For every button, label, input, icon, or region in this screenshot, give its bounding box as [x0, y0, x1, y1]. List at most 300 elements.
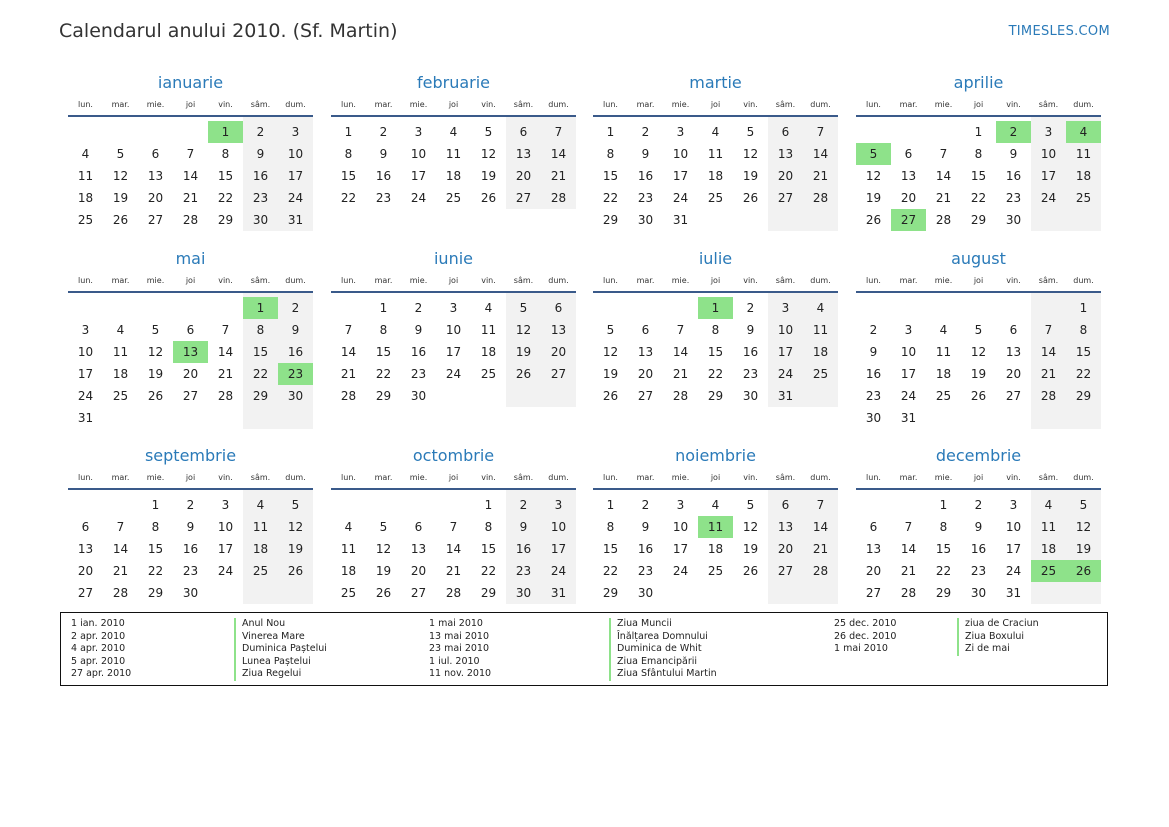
day-cell: 16 [410, 345, 427, 359]
day-cell: 4 [344, 520, 353, 534]
day-cell: 3 [676, 125, 685, 139]
day-cell: 11 [445, 147, 462, 161]
weekday-label: mar. [636, 276, 655, 285]
day-cell: 11 [707, 147, 724, 161]
day-cell: 9 [869, 345, 878, 359]
weekday-label: lun. [866, 100, 881, 109]
legend-date: 5 apr. 2010 [71, 655, 126, 667]
holiday-day-cell: 5 [856, 143, 891, 165]
weekday-label: dum. [810, 473, 831, 482]
day-cell: 16 [1005, 169, 1022, 183]
day-cell: 20 [410, 564, 427, 578]
day-cell: 24 [410, 191, 427, 205]
weekday-label: mie. [146, 473, 165, 482]
day-cell: 28 [672, 389, 689, 403]
day-cell: 11 [252, 520, 269, 534]
day-cell: 19 [375, 564, 392, 578]
day-cell: 24 [1005, 564, 1022, 578]
day-cell: 25 [480, 367, 497, 381]
day-cell: 17 [1005, 542, 1022, 556]
weekday-label: dum. [548, 473, 569, 482]
holiday-day-cell: 11 [698, 516, 733, 538]
weekday-label: lun. [866, 276, 881, 285]
day-cell: 18 [340, 564, 357, 578]
day-cell: 21 [900, 564, 917, 578]
weekday-label: sâm. [513, 473, 534, 482]
day-cell: 29 [480, 586, 497, 600]
day-cell: 10 [900, 345, 917, 359]
legend-date: 4 apr. 2010 [71, 643, 126, 655]
day-cell: 26 [287, 564, 304, 578]
day-cell: 18 [1040, 542, 1057, 556]
weekday-label: lun. [603, 276, 618, 285]
legend-holiday-name: Lunea Paștelui [234, 656, 327, 669]
day-cell: 11 [935, 345, 952, 359]
day-cell: 23 [865, 389, 882, 403]
weekday-label: joi [973, 473, 984, 482]
weekday-label: dum. [1073, 276, 1094, 285]
day-cell: 15 [375, 345, 392, 359]
day-cell: 25 [252, 564, 269, 578]
day-cell: 8 [711, 323, 720, 337]
weekday-label: joi [710, 473, 721, 482]
day-cell: 3 [904, 323, 913, 337]
day-cell: 2 [256, 125, 265, 139]
day-cell: 20 [900, 191, 917, 205]
day-cell: 11 [340, 542, 357, 556]
legend-date: 1 ian. 2010 [71, 618, 125, 629]
day-cell: 7 [554, 125, 563, 139]
day-cell: 10 [410, 147, 427, 161]
day-cell: 25 [77, 213, 94, 227]
header-rule [68, 488, 313, 490]
day-cell: 5 [379, 520, 388, 534]
weekday-label: vin. [743, 100, 758, 109]
day-cell: 2 [869, 323, 878, 337]
day-cell: 10 [217, 520, 234, 534]
day-cell: 21 [672, 367, 689, 381]
day-cell: 18 [445, 169, 462, 183]
day-cell: 9 [379, 147, 388, 161]
day-cell: 27 [777, 564, 794, 578]
day-cell: 14 [812, 520, 829, 534]
month-name: octombrie [412, 446, 495, 465]
day-cell: 1 [974, 125, 983, 139]
day-cell: 15 [217, 169, 234, 183]
weekday-label: sâm. [775, 100, 796, 109]
day-cell: 13 [147, 169, 164, 183]
day-cell: 3 [81, 323, 90, 337]
day-cell: 8 [606, 147, 615, 161]
day-cell: 16 [182, 542, 199, 556]
day-cell: 9 [974, 520, 983, 534]
weekday-label: sâm. [1038, 100, 1059, 109]
weekday-label: mie. [671, 473, 690, 482]
day-cell: 4 [711, 498, 720, 512]
day-cell: 12 [970, 345, 987, 359]
holiday-day-cell: 4 [1066, 121, 1101, 143]
legend-holiday-name: Ziua Sfântului Martin [609, 668, 717, 681]
day-cell: 2 [641, 498, 650, 512]
day-cell: 5 [519, 301, 528, 315]
header-rule [331, 488, 576, 490]
day-cell: 21 [1040, 367, 1057, 381]
header-rule [331, 291, 576, 293]
day-cell: 28 [112, 586, 129, 600]
site-link[interactable]: TIMESLES.COM [1008, 24, 1110, 39]
day-cell: 17 [777, 345, 794, 359]
legend-date: 27 apr. 2010 [71, 668, 132, 680]
day-cell: 26 [970, 389, 987, 403]
day-cell: 19 [742, 169, 759, 183]
day-cell: 13 [1005, 345, 1022, 359]
weekday-label: mie. [671, 100, 690, 109]
day-cell: 9 [746, 323, 755, 337]
day-cell: 30 [252, 213, 269, 227]
day-cell: 22 [252, 367, 269, 381]
day-cell: 29 [935, 586, 952, 600]
day-cell: 8 [221, 147, 230, 161]
day-cell: 3 [554, 498, 563, 512]
weekday-label: dum. [548, 276, 569, 285]
day-cell: 23 [375, 191, 392, 205]
day-cell: 24 [77, 389, 94, 403]
day-cell: 20 [515, 169, 532, 183]
day-cell: 8 [1079, 323, 1088, 337]
day-cell: 24 [1040, 191, 1057, 205]
day-cell: 5 [291, 498, 300, 512]
weekday-label: lun. [341, 473, 356, 482]
day-cell: 22 [340, 191, 357, 205]
day-cell: 24 [672, 564, 689, 578]
day-cell: 16 [637, 542, 654, 556]
legend-date: 25 dec. 2010 [834, 618, 897, 629]
day-cell: 26 [742, 191, 759, 205]
day-cell: 28 [812, 564, 829, 578]
day-cell: 2 [974, 498, 983, 512]
weekday-label: joi [973, 100, 984, 109]
day-cell: 23 [742, 367, 759, 381]
day-cell: 9 [641, 520, 650, 534]
day-cell: 26 [375, 586, 392, 600]
weekday-label: mar. [374, 473, 393, 482]
day-cell: 15 [147, 542, 164, 556]
day-cell: 11 [112, 345, 129, 359]
weekday-label: vin. [1006, 473, 1021, 482]
weekday-label: mar. [374, 100, 393, 109]
day-cell: 6 [781, 498, 790, 512]
day-cell: 29 [602, 586, 619, 600]
weekday-label: mie. [146, 276, 165, 285]
day-cell: 3 [449, 301, 458, 315]
day-cell: 10 [672, 147, 689, 161]
weekday-label: sâm. [513, 100, 534, 109]
weekday-label: dum. [285, 100, 306, 109]
legend-date: 1 mai 2010 [834, 643, 888, 655]
day-cell: 23 [637, 191, 654, 205]
weekday-label: mie. [409, 473, 428, 482]
day-cell: 26 [480, 191, 497, 205]
legend-holiday-name: Ziua Regelui [234, 668, 327, 681]
day-cell: 3 [414, 125, 423, 139]
day-cell: 1 [606, 125, 615, 139]
day-cell: 29 [147, 586, 164, 600]
day-cell: 31 [900, 411, 917, 425]
day-cell: 28 [445, 586, 462, 600]
day-cell: 7 [344, 323, 353, 337]
day-cell: 9 [414, 323, 423, 337]
day-cell: 20 [777, 542, 794, 556]
day-cell: 17 [410, 169, 427, 183]
day-cell: 10 [77, 345, 94, 359]
day-cell: 14 [445, 542, 462, 556]
day-cell: 13 [900, 169, 917, 183]
day-cell: 7 [449, 520, 458, 534]
header-rule [68, 115, 313, 117]
weekday-label: mar. [636, 473, 655, 482]
day-cell: 4 [81, 147, 90, 161]
weekday-label: sâm. [1038, 276, 1059, 285]
weekday-label: mar. [111, 100, 130, 109]
day-cell: 24 [777, 367, 794, 381]
day-cell: 4 [816, 301, 825, 315]
weekday-label: sâm. [250, 276, 271, 285]
day-cell: 12 [375, 542, 392, 556]
weekday-label: joi [710, 100, 721, 109]
day-cell: 21 [112, 564, 129, 578]
weekday-label: lun. [78, 100, 93, 109]
day-cell: 20 [550, 345, 567, 359]
day-cell: 19 [970, 367, 987, 381]
month-name: ianuarie [157, 73, 224, 92]
day-cell: 19 [865, 191, 882, 205]
day-cell: 22 [1075, 367, 1092, 381]
day-cell: 24 [672, 191, 689, 205]
day-cell: 4 [116, 323, 125, 337]
header-rule [68, 291, 313, 293]
day-cell: 2 [414, 301, 423, 315]
legend-holiday-name: Ziua Muncii [609, 618, 717, 631]
day-cell: 22 [707, 367, 724, 381]
day-cell: 21 [550, 169, 567, 183]
holiday-day-cell: 1 [698, 297, 733, 319]
day-cell: 12 [742, 520, 759, 534]
day-cell: 12 [1075, 520, 1092, 534]
day-cell: 1 [606, 498, 615, 512]
day-cell: 10 [777, 323, 794, 337]
day-cell: 14 [900, 542, 917, 556]
day-cell: 24 [900, 389, 917, 403]
weekday-label: mie. [146, 100, 165, 109]
day-cell: 10 [672, 520, 689, 534]
day-cell: 18 [1075, 169, 1092, 183]
day-cell: 6 [641, 323, 650, 337]
day-cell: 1 [151, 498, 160, 512]
day-cell: 1 [379, 301, 388, 315]
day-cell: 1 [344, 125, 353, 139]
weekday-label: joi [185, 100, 196, 109]
day-cell: 31 [550, 586, 567, 600]
day-cell: 12 [515, 323, 532, 337]
holiday-day-cell: 26 [1066, 560, 1101, 582]
day-cell: 20 [777, 169, 794, 183]
day-cell: 16 [515, 542, 532, 556]
day-cell: 19 [480, 169, 497, 183]
weekday-label: lun. [603, 100, 618, 109]
day-cell: 24 [287, 191, 304, 205]
day-cell: 2 [186, 498, 195, 512]
day-cell: 12 [147, 345, 164, 359]
day-cell: 12 [865, 169, 882, 183]
legend-dates-col3 [834, 618, 896, 656]
day-cell: 27 [410, 586, 427, 600]
day-cell: 17 [445, 345, 462, 359]
day-cell: 14 [550, 147, 567, 161]
day-cell: 15 [970, 169, 987, 183]
day-cell: 6 [519, 125, 528, 139]
day-cell: 14 [112, 542, 129, 556]
day-cell: 15 [340, 169, 357, 183]
legend-holiday-name: Înălțarea Domnului [609, 631, 717, 644]
day-cell: 1 [484, 498, 493, 512]
day-cell: 4 [484, 301, 493, 315]
day-cell: 29 [707, 389, 724, 403]
weekday-label: joi [185, 276, 196, 285]
day-cell: 18 [252, 542, 269, 556]
weekday-label: sâm. [775, 276, 796, 285]
day-cell: 23 [252, 191, 269, 205]
day-cell: 6 [554, 301, 563, 315]
day-cell: 15 [252, 345, 269, 359]
day-cell: 21 [182, 191, 199, 205]
day-cell: 29 [602, 213, 619, 227]
legend-holiday-name: Anul Nou [234, 618, 327, 631]
day-cell: 22 [602, 564, 619, 578]
month-name: iunie [433, 249, 473, 268]
day-cell: 17 [550, 542, 567, 556]
legend-holiday-name: Ziua Boxului [957, 631, 1039, 644]
weekday-label: mie. [409, 100, 428, 109]
header-rule [593, 488, 838, 490]
legend-date: 11 nov. 2010 [429, 668, 492, 680]
day-cell: 8 [256, 323, 265, 337]
day-cell: 5 [606, 323, 615, 337]
day-cell: 7 [1044, 323, 1053, 337]
weekday-label: joi [973, 276, 984, 285]
weekday-label: mie. [671, 276, 690, 285]
weekday-label: joi [710, 276, 721, 285]
day-cell: 18 [112, 367, 129, 381]
day-cell: 8 [379, 323, 388, 337]
day-cell: 22 [147, 564, 164, 578]
day-cell: 3 [781, 301, 790, 315]
day-cell: 2 [379, 125, 388, 139]
day-cell: 16 [742, 345, 759, 359]
legend-holiday-name: Vinerea Mare [234, 631, 327, 644]
legend-names-col3 [957, 618, 1039, 656]
day-cell: 6 [151, 147, 160, 161]
holiday-day-cell: 13 [173, 341, 208, 363]
legend-date: 26 dec. 2010 [834, 630, 897, 642]
legend-holiday-name: Zi de mai [957, 643, 1039, 656]
day-cell: 27 [1005, 389, 1022, 403]
day-cell: 14 [935, 169, 952, 183]
day-cell: 18 [812, 345, 829, 359]
day-cell: 10 [550, 520, 567, 534]
day-cell: 21 [445, 564, 462, 578]
day-cell: 20 [1005, 367, 1022, 381]
day-cell: 11 [77, 169, 94, 183]
day-cell: 22 [217, 191, 234, 205]
day-cell: 19 [1075, 542, 1092, 556]
weekday-label: dum. [1073, 100, 1094, 109]
day-cell: 24 [550, 564, 567, 578]
day-cell: 13 [777, 520, 794, 534]
day-cell: 15 [935, 542, 952, 556]
day-cell: 23 [515, 564, 532, 578]
day-cell: 21 [935, 191, 952, 205]
holiday-day-cell: 1 [208, 121, 243, 143]
legend-holiday-name: Ziua Emancipării [609, 656, 717, 669]
day-cell: 16 [375, 169, 392, 183]
day-cell: 12 [112, 169, 129, 183]
day-cell: 23 [1005, 191, 1022, 205]
day-cell: 17 [1040, 169, 1057, 183]
day-cell: 5 [116, 147, 125, 161]
day-cell: 31 [1005, 586, 1022, 600]
day-cell: 5 [484, 125, 493, 139]
weekday-label: mie. [934, 100, 953, 109]
day-cell: 15 [1075, 345, 1092, 359]
day-cell: 3 [291, 125, 300, 139]
day-cell: 19 [742, 542, 759, 556]
month-name: septembrie [144, 446, 237, 465]
day-cell: 11 [1075, 147, 1092, 161]
weekday-label: vin. [1006, 276, 1021, 285]
month-name: februarie [416, 73, 491, 92]
day-cell: 27 [777, 191, 794, 205]
day-cell: 22 [935, 564, 952, 578]
day-cell: 9 [291, 323, 300, 337]
day-cell: 6 [81, 520, 90, 534]
weekday-label: sâm. [250, 473, 271, 482]
day-cell: 30 [637, 586, 654, 600]
month-name: martie [689, 73, 742, 92]
day-cell: 15 [707, 345, 724, 359]
day-cell: 18 [707, 169, 724, 183]
day-cell: 13 [550, 323, 567, 337]
day-cell: 12 [287, 520, 304, 534]
day-cell: 20 [865, 564, 882, 578]
day-cell: 28 [900, 586, 917, 600]
month-name: decembrie [935, 446, 1022, 465]
day-cell: 29 [217, 213, 234, 227]
month-name: iulie [698, 249, 733, 268]
day-cell: 19 [287, 542, 304, 556]
weekday-label: mie. [934, 276, 953, 285]
day-cell: 8 [151, 520, 160, 534]
day-cell: 17 [77, 367, 94, 381]
weekday-label: dum. [1073, 473, 1094, 482]
day-cell: 8 [939, 520, 948, 534]
day-cell: 11 [1040, 520, 1057, 534]
weekday-label: vin. [218, 100, 233, 109]
day-cell: 14 [1040, 345, 1057, 359]
day-cell: 14 [340, 345, 357, 359]
holiday-day-cell: 1 [243, 297, 278, 319]
day-cell: 27 [865, 586, 882, 600]
day-cell: 28 [1040, 389, 1057, 403]
